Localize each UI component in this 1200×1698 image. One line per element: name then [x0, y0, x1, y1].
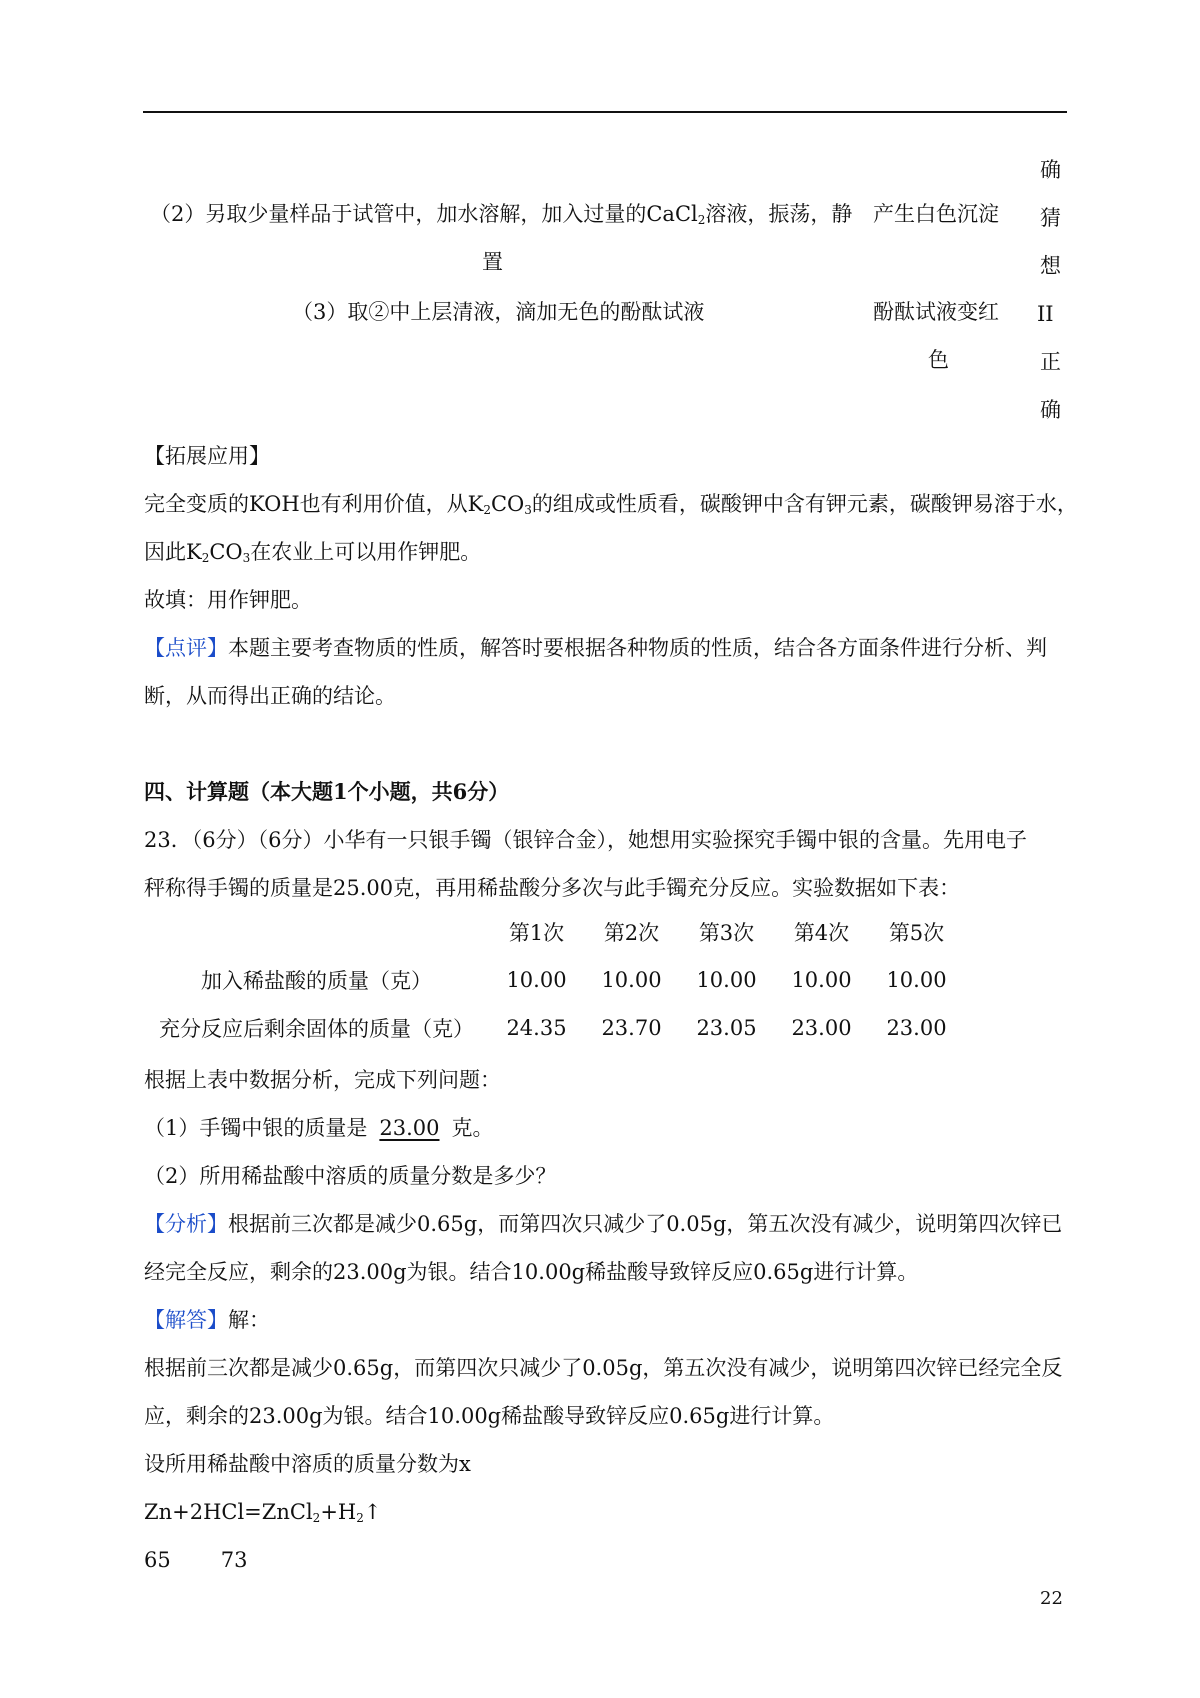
extension-block — [144, 432, 1078, 720]
conclusion-char-2: 猜 — [1040, 206, 1061, 230]
table-header-cell — [144, 908, 489, 956]
question-1: （1）手镯中银的质量是 23.00 克。 — [144, 1116, 494, 1140]
page-number: 22 — [1040, 1588, 1063, 1609]
table-cell: 10.00 — [791, 968, 852, 992]
table-header-row — [144, 908, 964, 956]
header-rule — [143, 111, 1067, 113]
review-line2: 断，从而得出正确的结论。 — [144, 684, 396, 708]
analysis-line2: 经完全反应，剩余的23.00g为银。结合10.00g稀盐酸导致锌反应0.65g进行计算。 — [144, 1260, 919, 1284]
row2-method-line1: （2）另取少量样品于试管中，加水溶解，加入过量的CaCl$_2$溶液，振荡，静 — [150, 202, 853, 227]
row2-method-line2: 置 — [482, 250, 503, 274]
extension-line2: 因此$K_2CO_3$在农业上可以用作钾肥。 — [144, 540, 482, 565]
table-cell: 加入稀盐酸的质量（克） — [201, 969, 432, 993]
conclusion-char-3: 想 — [1040, 254, 1061, 278]
up-arrow-icon: ↑ — [363, 1500, 382, 1524]
row3-phenomenon-line2: 色 — [928, 348, 949, 372]
extension-answer: 故填：用作钾肥。 — [144, 588, 312, 612]
question-2: （2）所用稀盐酸中溶质的质量分数是多少？ — [144, 1164, 557, 1188]
table-cell: 10.00 — [506, 968, 567, 992]
molar-mass-zn: 65 — [144, 1548, 171, 1572]
molar-mass-hcl: 73 — [220, 1548, 248, 1572]
question-line1: 23．（6分）（6分）小华有一只银手镯（银锌合金），她想用实验探究手镯中银的含量。先用电子 — [144, 828, 1027, 852]
table-header-cell: 第2次 — [603, 921, 660, 945]
table-cell: 23.05 — [696, 1016, 757, 1040]
row2-phenomenon: 产生白色沉淀 — [873, 202, 999, 226]
table-header-cell: 第5次 — [888, 921, 945, 945]
question-line2: 秤称得手镯的质量是25.00克，再用稀盐酸分多次与此手镯充分反应。实验数据如下表： — [144, 876, 961, 900]
analysis-tag: 【分析】 — [144, 1212, 228, 1236]
extension-heading: 【拓展应用】 — [144, 444, 270, 468]
conclusion-char-1: 确 — [1040, 158, 1061, 182]
table-cell: 23.00 — [886, 1016, 947, 1040]
conclusion-char-4: II — [1037, 302, 1054, 326]
table-header-cell: 第3次 — [698, 921, 755, 945]
analysis-line1: 【分析】根据前三次都是减少0.65g，而第四次只减少了0.05g，第五次没有减少，说明第四次锌已 — [144, 1212, 1063, 1236]
review-line1: 【点评】本题主要考查物质的性质，解答时要根据各种物质的性质，结合各方面条件进行分析、判 — [144, 636, 1047, 660]
section4-block — [144, 768, 1069, 912]
chemical-equation: $Zn+2HCl=ZnCl_2+H_2↑$ — [144, 1500, 382, 1525]
table-cell: 10.00 — [886, 968, 947, 992]
conclusion-char-5: 正 — [1040, 350, 1061, 374]
table-cell: 充分反应后剩余固体的质量（克） — [159, 1017, 474, 1041]
table-header-cell: 第1次 — [508, 921, 565, 945]
molar-mass-line — [144, 1536, 1069, 1584]
table-cell: 10.00 — [696, 968, 757, 992]
solution-tag: 【解答】 — [144, 1308, 228, 1332]
table-cell: 10.00 — [601, 968, 662, 992]
answer-blank: 23.00 — [379, 1116, 440, 1140]
row3-phenomenon-line1: 酚酞试液变红 — [873, 300, 999, 324]
solution-line2: 应，剩余的23.00g为银。结合10.00g稀盐酸导致锌反应0.65g进行计算。 — [144, 1404, 835, 1428]
table-header-cell: 第4次 — [793, 921, 850, 945]
extension-line1: 完全变质的KOH也有利用价值，从$K_2CO_3$的组成或性质看，碳酸钾中含有钾元素，碳酸钾易溶于水， — [144, 492, 1078, 517]
conclusion-char-6: 确 — [1040, 398, 1061, 422]
table-cell: 23.70 — [601, 1016, 662, 1040]
experiment-data-table — [144, 908, 964, 1052]
table-cell: 23.00 — [791, 1016, 852, 1040]
table-cell: 24.35 — [506, 1016, 567, 1040]
table-row — [144, 956, 964, 1004]
solution-heading: 【解答】解： — [144, 1308, 270, 1332]
solution-block — [144, 1056, 1069, 1584]
row3-method: （3）取②中上层清液，滴加无色的酚酞试液 — [292, 300, 705, 324]
solution-setup: 设所用稀盐酸中溶质的质量分数为x — [144, 1452, 471, 1476]
table-row — [144, 1004, 964, 1052]
section4-heading: 四、计算题（本大题1个小题，共6分） — [144, 779, 510, 804]
questions-intro: 根据上表中数据分析，完成下列问题： — [144, 1068, 501, 1092]
solution-line1: 根据前三次都是减少0.65g，而第四次只减少了0.05g，第五次没有减少，说明第四次锌已经完全反 — [144, 1356, 1063, 1380]
review-tag: 【点评】 — [144, 636, 228, 660]
